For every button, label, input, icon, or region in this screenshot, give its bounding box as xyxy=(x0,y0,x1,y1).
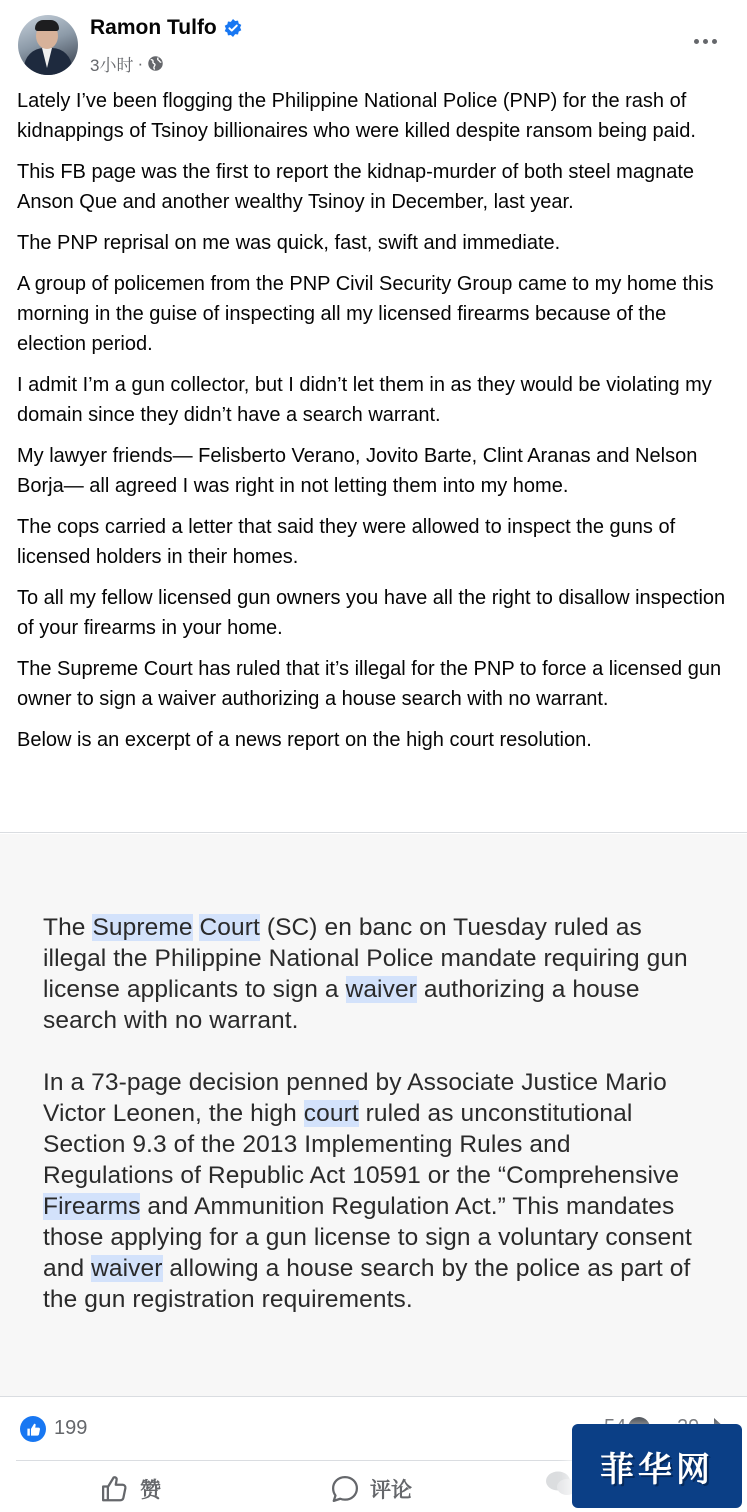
post-paragraph: The Supreme Court has ruled that it’s illegal for the PNP to force a licensed gun owner to sign a waiver authorizing a house search with no warrant. xyxy=(17,658,722,710)
thumbs-up-icon xyxy=(100,1474,130,1504)
post-time[interactable]: 3小时 xyxy=(90,56,134,75)
post-header xyxy=(0,0,747,84)
post-paragraph: I admit I’m a gun collector, but I didn’t let them in as they would be violating my domain since they didn’t have a search warrant. xyxy=(17,374,712,426)
divider xyxy=(0,832,747,833)
excerpt-paragraph: In a 73-page decision penned by Associate Justice Mario Victor Leonen, the high court ruled as unconstitutional Section 9.3 of the 2013 Implementing Rules and Regulations of Republic Act 10591 or the “Comprehensive Firearms and Ammunition Regulation Act.” This mandates those applying for a gun license to sign a voluntary consent and waiver allowing a house search by the police as part of the gun registration requirements. xyxy=(43,1069,692,1313)
post-paragraph: My lawyer friends— Felisberto Verano, Jovito Barte, Clint Aranas and Nelson Borja— all agreed I was right in not letting them into my home. xyxy=(17,445,698,497)
search-highlight: Court xyxy=(199,914,260,941)
meta-separator: · xyxy=(137,53,144,73)
like-label: 赞 xyxy=(140,1479,161,1502)
author-name-row xyxy=(90,16,242,40)
post-meta xyxy=(90,51,164,76)
like-reaction-icon[interactable] xyxy=(20,1416,46,1442)
post-paragraph: A group of policemen from the PNP Civil Security Group came to my home this morning in the guise of inspecting all my licensed firearms because of the election period. xyxy=(17,273,714,355)
search-highlight: Supreme xyxy=(92,914,193,941)
search-highlight: court xyxy=(303,1100,359,1127)
search-highlight: Firearms xyxy=(43,1193,141,1220)
author-avatar[interactable] xyxy=(18,15,78,75)
search-highlight: waiver xyxy=(345,976,417,1003)
globe-icon xyxy=(147,55,164,72)
author-name[interactable]: Ramon Tulfo xyxy=(90,16,217,39)
search-highlight: waiver xyxy=(91,1255,163,1282)
comment-label: 评论 xyxy=(370,1479,412,1502)
post-paragraph: Lately I’ve been flogging the Philippine National Police (PNP) for the rash of kidnappings of Tsinoy billionaires who were killed despite ransom being paid. xyxy=(17,90,696,142)
like-button[interactable] xyxy=(100,1474,161,1504)
site-watermark-logo: 菲华网 xyxy=(572,1424,742,1508)
attached-excerpt-image[interactable] xyxy=(0,834,747,1396)
more-options-icon[interactable] xyxy=(688,28,722,54)
news-excerpt xyxy=(43,912,693,1346)
post-paragraph: To all my fellow licensed gun owners you have all the right to disallow inspection of your firearms in your home. xyxy=(17,587,726,639)
post-paragraph: The PNP reprisal on me was quick, fast, swift and immediate. xyxy=(17,232,561,254)
post-paragraph: This FB page was the first to report the kidnap-murder of both steel magnate Anson Que and another wealthy Tsinoy in December, last year. xyxy=(17,161,695,213)
post-text xyxy=(17,86,733,766)
divider xyxy=(0,1396,747,1397)
verified-badge-icon xyxy=(224,19,242,37)
like-count[interactable]: 199 xyxy=(54,1417,88,1439)
post-paragraph: The cops carried a letter that said they were allowed to inspect the guns of licensed holders in their homes. xyxy=(17,516,676,568)
post-paragraph: Below is an excerpt of a news report on the high court resolution. xyxy=(17,729,592,751)
excerpt-paragraph: The Supreme Court (SC) en banc on Tuesday ruled as illegal the Philippine National Police mandate requiring gun license applicants to sign a waiver authorizing a house search with no warrant. xyxy=(43,914,688,1034)
speech-bubble-icon xyxy=(330,1474,360,1504)
comment-button[interactable] xyxy=(330,1474,412,1504)
